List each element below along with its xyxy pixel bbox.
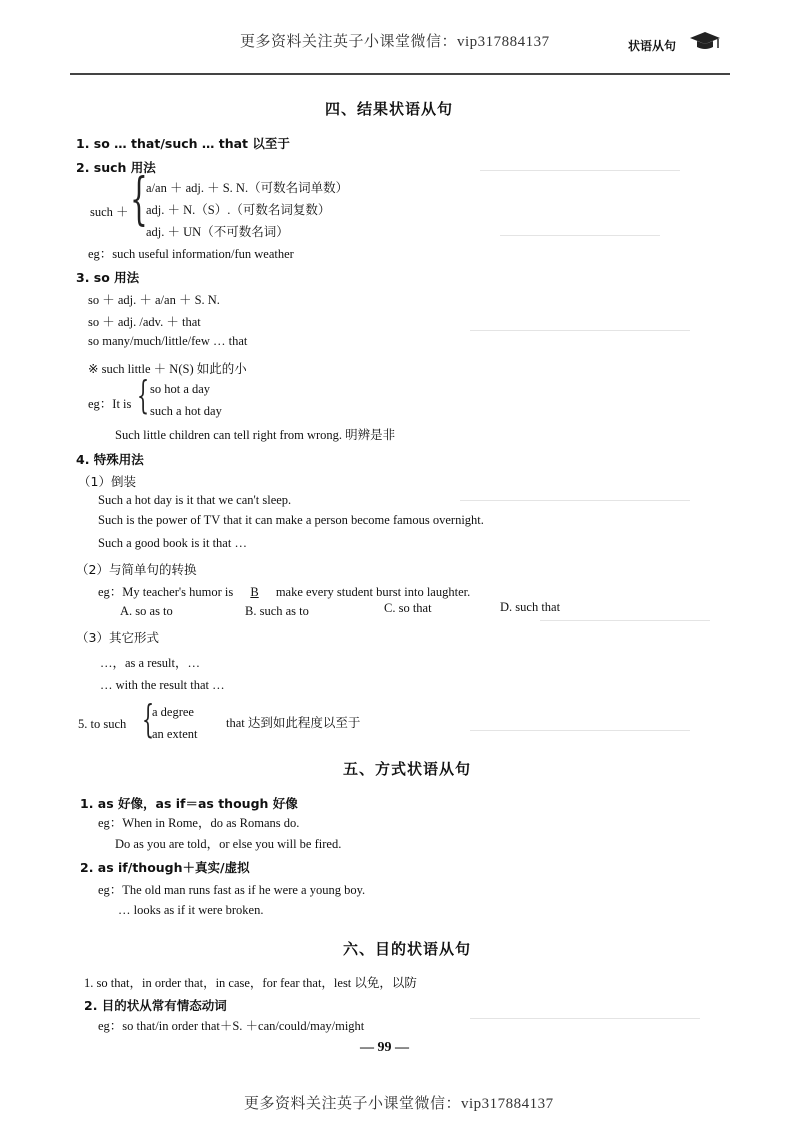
such-option: adj. ＋ UN（不可数名词） (146, 225, 289, 239)
question-stem: eg：My teacher's humor is (98, 585, 234, 599)
item-purpose-conjunctions: 1. so that，in order that，in case，for fear that，lest 以免，以防 (84, 976, 417, 990)
running-header: 状语从句 (628, 39, 677, 53)
manner-example: eg：When in Rome，do as Romans do. (98, 816, 300, 830)
item-so-that: 1. so … that/such … that 以至于 (76, 136, 290, 151)
choice: C. so that (384, 601, 432, 615)
scan-noise (500, 235, 660, 236)
to-such-label: 5. to such (78, 717, 127, 731)
eg-option: so hot a day (150, 382, 211, 396)
sub-conversion: （2）与简单句的转换 (76, 562, 197, 577)
choice: B. such as to (245, 604, 309, 618)
inversion-line: Such a good book is it that … (98, 536, 247, 550)
to-such-tail: that 达到如此程度以至于 (226, 716, 361, 730)
so-line: so ＋ adj. /adv. ＋ that (88, 315, 201, 329)
such-option: adj. ＋ N.（S）.（可数名词复数） (146, 203, 331, 217)
other-form-line: …，as a result，… (100, 656, 200, 670)
scan-noise (480, 170, 680, 171)
to-such-brace: { (142, 697, 155, 741)
top-watermark-banner: 更多资料关注英子小课堂微信：vip317884137 (240, 34, 550, 50)
to-such-option: an extent (152, 727, 198, 741)
purpose-example: eg：so that/in order that＋S. ＋can/could/may/might (98, 1019, 365, 1033)
answer-blank: B (250, 585, 259, 599)
item-such-usage: 2. such 用法 (76, 160, 156, 175)
sub-other-forms: （3）其它形式 (76, 630, 159, 645)
inversion-line: Such is the power of TV that it can make a person become famous overnight. (98, 513, 484, 527)
sub-inversion: （1）倒装 (78, 474, 136, 489)
header-rule (70, 73, 730, 75)
section-title-manner-clause: 五、方式状语从句 (343, 760, 472, 778)
item-as-if: 1. as 好像，as if＝as though 好像 (80, 796, 298, 811)
eg-extra: Such little children can tell right from wrong. 明辨是非 (115, 428, 396, 442)
inversion-line: Such a hot day is it that we can't sleep. (98, 493, 292, 507)
scan-noise (540, 620, 710, 621)
eg-label: eg：It is (88, 397, 132, 411)
so-line: so many/much/little/few … that (88, 334, 248, 348)
item-so-usage: 3. so 用法 (76, 270, 140, 285)
section-title-purpose-clause: 六、目的状语从句 (343, 940, 472, 958)
manner-example: … looks as if it were broken. (118, 903, 264, 917)
conversion-question (98, 582, 470, 600)
such-brace: { (130, 167, 148, 232)
to-such-option: a degree (152, 705, 194, 719)
so-line: so ＋ adj. ＋ a/an ＋ S. N. (88, 293, 220, 307)
scan-noise (470, 1018, 700, 1019)
other-form-line: … with the result that … (100, 678, 225, 692)
section-title-result-clause: 四、结果状语从句 (325, 100, 454, 118)
item-special-usage: 4. 特殊用法 (76, 452, 144, 467)
manner-example: Do as you are told，or else you will be fired. (115, 837, 342, 851)
choice: A. so as to (120, 604, 173, 618)
graduation-cap-icon (688, 30, 722, 56)
such-option: a/an ＋ adj. ＋ S. N.（可数名词单数） (146, 181, 349, 195)
such-label: such ＋ (90, 205, 129, 219)
page-number: — 99 — (360, 1040, 409, 1055)
scan-noise (460, 500, 690, 501)
eg-option: such a hot day (150, 404, 222, 418)
scan-noise (470, 730, 690, 731)
manner-example: eg：The old man runs fast as if he were a young boy. (98, 883, 366, 897)
item-modal-verbs: 2. 目的状从常有情态动词 (84, 998, 227, 1013)
bottom-watermark-banner: 更多资料关注英子小课堂微信：vip317884137 (244, 1096, 554, 1112)
eg-brace: { (137, 373, 150, 417)
scan-noise (470, 330, 690, 331)
question-tail: make every student burst into laughter. (275, 585, 471, 599)
choice: D. such that (500, 600, 561, 614)
item-real-subjunctive: 2. as if/though＋真实/虚拟 (80, 860, 250, 875)
such-example: eg：such useful information/fun weather (88, 247, 294, 261)
so-line-note: ※ such little ＋ N(S) 如此的小 (88, 362, 247, 376)
